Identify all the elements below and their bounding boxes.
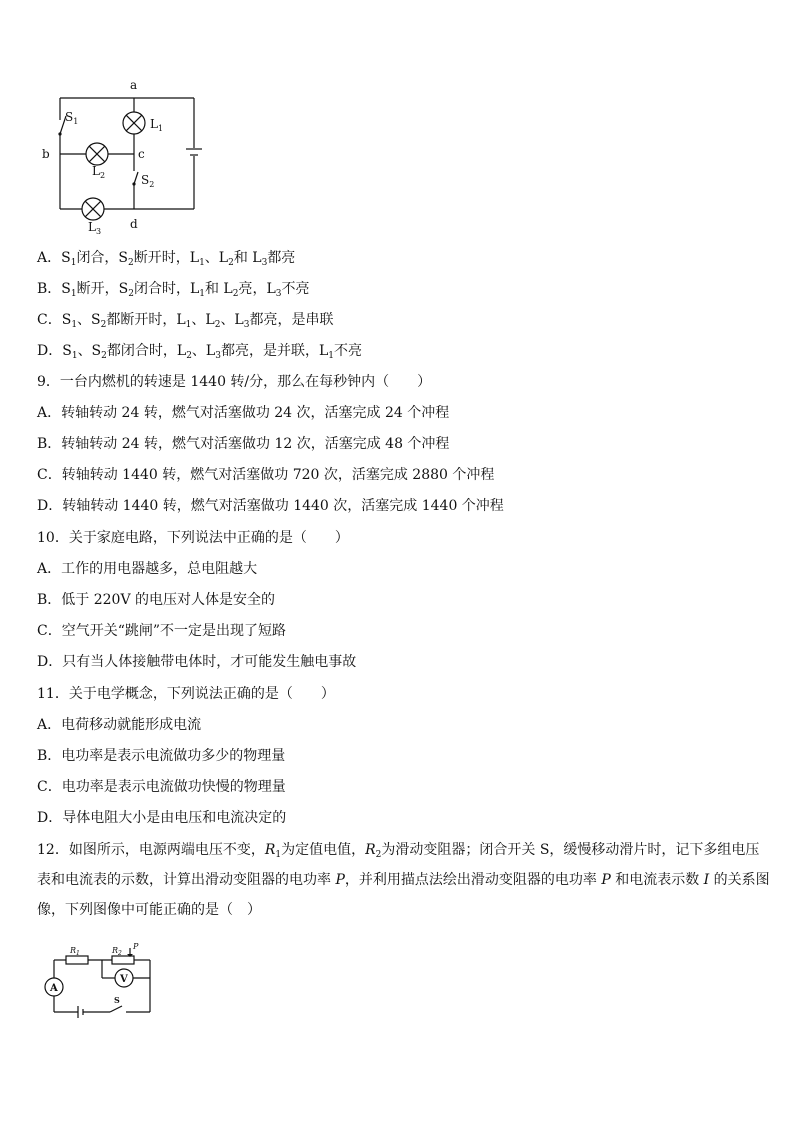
- q9-option-d: D．转轴转动 1440 转，燃气对活塞做功 1440 次，活塞完成 1440 个冲程: [37, 498, 504, 514]
- lamp-l2-label: $L_2$: [92, 164, 106, 180]
- node-c-label: c: [138, 147, 145, 161]
- q8-option-d: D．$S_1$、$S_2$都闭合时，$L_2$、$L_3$都亮，是并联，$L_1$不亮: [37, 343, 362, 361]
- q11-option-b: B．电功率是表示电流做功多少的物理量: [37, 748, 286, 764]
- resistor-r2-label: $R_2$: [112, 946, 122, 957]
- node-b-label: b: [42, 147, 50, 161]
- circuit-diagram-1: [40, 78, 210, 238]
- q11-option-d: D．导体电阻大小是由电压和电流决定的: [37, 810, 287, 826]
- slider-p-label: P: [133, 942, 139, 951]
- switch-s1-label: $S_1$: [65, 110, 79, 126]
- q11-stem: 11．关于电学概念，下列说法正确的是（ ）: [37, 686, 335, 702]
- switch-s2-label: $S_2$: [141, 173, 155, 189]
- ammeter-label: A: [50, 983, 58, 994]
- q10-option-b: B．低于 220V 的电压对人体是安全的: [37, 592, 276, 608]
- q8-option-a: A．$S_1$闭合，$S_2$断开时，$L_1$、$L_2$和 $L_3$都亮: [37, 250, 296, 268]
- circuit-diagram-2: [40, 940, 160, 1020]
- node-d-label: d: [130, 217, 138, 231]
- q11-option-c: C．电功率是表示电流做功快慢的物理量: [37, 779, 286, 795]
- q12-stem: 12．如图所示，电源两端电压不变，$R_1$为定值电值，$R_2$为滑动变阻器；闭合开关 S，缓慢移动滑片时，记下多组电压表和电流表的示数，计算出滑动变阻器的电功率 P，并利用描点法绘出滑动变阻器的电功率 P 和电流表示数 I 的关系图像，下列图像中可能正确的是（ ）: [37, 842, 770, 918]
- q11-option-a: A．电荷移动就能形成电流: [37, 717, 202, 733]
- q10-option-a: A．工作的用电器越多，总电阻越大: [37, 561, 258, 577]
- q10-option-d: D．只有当人体接触带电体时，才可能发生触电事故: [37, 654, 357, 670]
- q9-option-a: A．转轴转动 24 转，燃气对活塞做功 24 次，活塞完成 24 个冲程: [37, 405, 450, 421]
- node-a-label: a: [130, 78, 138, 92]
- q10-stem: 10．关于家庭电路，下列说法中正确的是（ ）: [37, 530, 349, 546]
- lamp-l1-label: $L_1$: [150, 117, 164, 133]
- q9-option-c: C．转轴转动 1440 转，燃气对活塞做功 720 次，活塞完成 2880 个冲程: [37, 467, 495, 483]
- switch-s-label: S: [114, 995, 120, 1005]
- voltmeter-label: V: [120, 974, 128, 985]
- q8-option-b: B．$S_1$断开，$S_2$闭合时，$L_1$和 $L_2$亮，$L_3$不亮: [37, 281, 310, 299]
- resistor-r1-label: $R_1$: [70, 946, 80, 957]
- q10-option-c: C．空气开关“跳闸”不一定是出现了短路: [37, 623, 287, 639]
- q9-option-b: B．转轴转动 24 转，燃气对活塞做功 12 次，活塞完成 48 个冲程: [37, 436, 450, 452]
- q8-option-c: C．$S_1$、$S_2$都断开时，$L_1$、$L_2$、$L_3$都亮，是串联: [37, 312, 334, 330]
- lamp-l3-label: $L_3$: [88, 220, 102, 236]
- q9-stem: 9．一台内燃机的转速是 1440 转/分，那么在每秒钟内（ ）: [37, 374, 432, 390]
